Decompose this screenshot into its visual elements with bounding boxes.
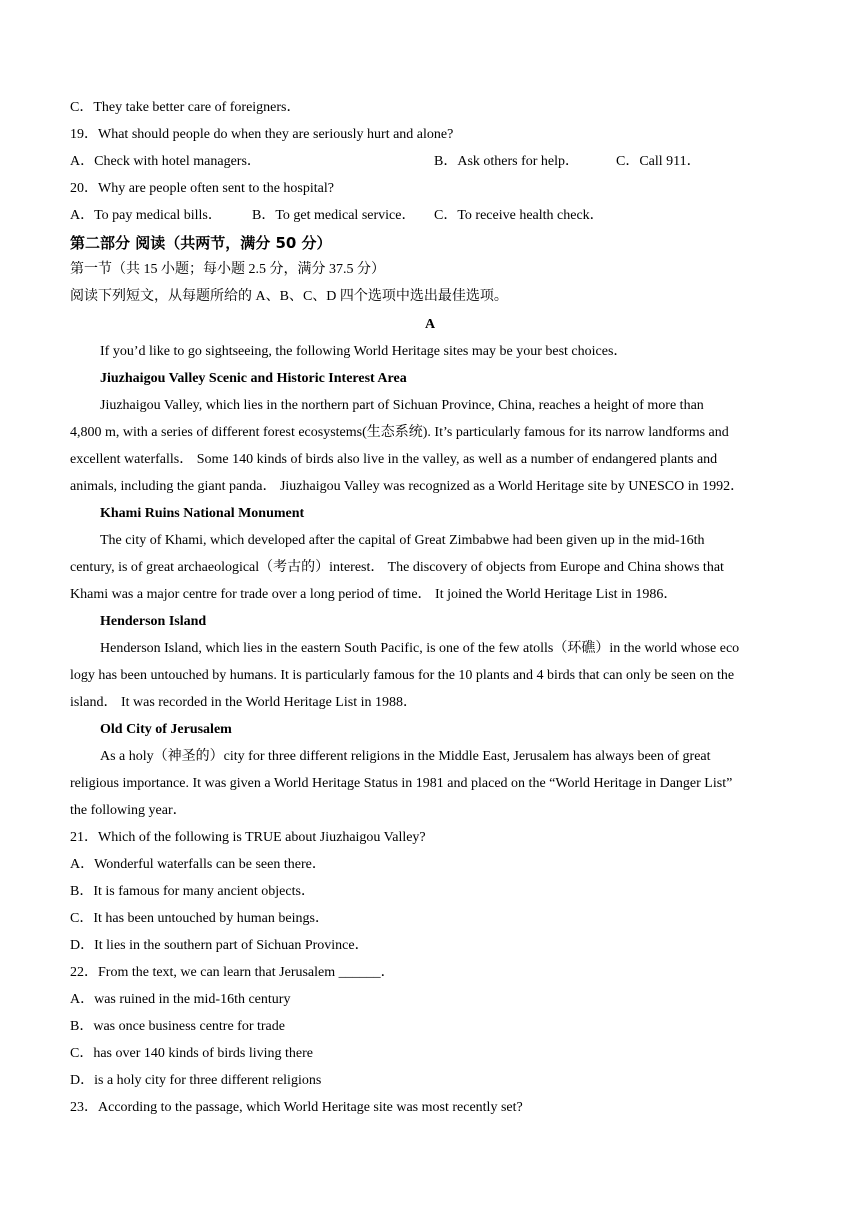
q19-option-b: B．Ask others for help． [434, 154, 580, 169]
part2-title: 第二部分 阅读（共两节，满分 50 分） [70, 234, 332, 252]
q21-option-a: A．Wonderful waterfalls can be seen there． [70, 857, 326, 872]
passage-intro: If you’d like to go sightseeing, the following World Heritage sites may be your best choices． [100, 344, 628, 359]
q19-option-c: C．Call 911． [616, 154, 701, 169]
paragraph-line: 4,800 m, with a series of different forest ecosystems(生态系统). It’s particularly famous for its narrow landforms and [70, 425, 729, 440]
paragraph-line: religious importance. It was given a World Heritage Status in 1981 and placed on the “World Heritage in Danger List” [70, 776, 733, 791]
q20-options [70, 207, 604, 225]
site-heading-jiuzhaigou: Jiuzhaigou Valley Scenic and Historic Interest Area [100, 371, 407, 386]
q19-stem: 19．What should people do when they are seriously hurt and alone? [70, 127, 454, 142]
paragraph-line: excellent waterfalls． Some 140 kinds of birds also live in the valley, as well as a number of endangered plants and [70, 452, 718, 467]
q21-stem: 21．Which of the following is TRUE about Jiuzhaigou Valley? [70, 830, 426, 845]
passage-label: A [424, 317, 436, 332]
q22-stem: 22．From the text, we can learn that Jerusalem ______． [70, 965, 395, 980]
site-heading-henderson: Henderson Island [100, 614, 207, 629]
paragraph-line: As a holy（神圣的）city for three different religions in the Middle East, Jerusalem has always been of great [100, 749, 711, 764]
paragraph-line: century, is of great archaeological（考古的）interest． The discovery of objects from Europe and China shows that [70, 560, 724, 575]
paragraph-line: animals, including the giant panda． Jiuzhaigou Valley was recognized as a World Heritage site by UNESCO in 1992． [70, 479, 745, 494]
paragraph-line: Khami was a major centre for trade over a long period of time． It joined the World Heritage List in 1986． [70, 587, 678, 602]
q21-option-b: B．It is famous for many ancient objects． [70, 884, 315, 899]
q21-option-d: D．It lies in the southern part of Sichuan Province． [70, 938, 369, 953]
paragraph-line: logy has been untouched by humans. It is particularly famous for the 10 plants and 4 birds that can only be seen on the [70, 668, 735, 683]
q20-option-a: A．To pay medical bills． [70, 208, 222, 223]
q22-option-d: D．is a holy city for three different religions [70, 1073, 322, 1088]
q20-stem: 20．Why are people often sent to the hospital? [70, 181, 334, 196]
q22-option-c: C．has over 140 kinds of birds living there [70, 1046, 314, 1061]
paragraph-line: island． It was recorded in the World Heritage List in 1988． [70, 695, 417, 710]
q20-option-b: B．To get medical service． [252, 208, 416, 223]
q18-option-c: C．They take better care of foreigners． [70, 100, 301, 115]
paragraph-line: The city of Khami, which developed after the capital of Great Zimbabwe had been given up in the mid-16th [100, 533, 705, 548]
q19-options [70, 153, 701, 171]
q22-option-a: A．was ruined in the mid-16th century [70, 992, 291, 1007]
reading-instruction: 阅读下列短文，从每题所给的 A、B、C、D 四个选项中选出最佳选项。 [70, 289, 508, 304]
q20-option-c: C．To receive health check． [434, 208, 604, 223]
q19-option-a: A．Check with hotel managers． [70, 154, 261, 169]
paragraph-line: the following year． [70, 803, 187, 818]
q21-option-c: C．It has been untouched by human beings． [70, 911, 329, 926]
paragraph-line: Jiuzhaigou Valley, which lies in the northern part of Sichuan Province, China, reaches a height of more than [100, 398, 704, 413]
paragraph-line: Henderson Island, which lies in the eastern South Pacific, is one of the few atolls（环礁）in the world whose eco [100, 641, 740, 656]
site-heading-khami: Khami Ruins National Monument [100, 506, 305, 521]
q22-option-b: B．was once business centre for trade [70, 1019, 285, 1034]
section1-heading: 第一节（共 15 小题；每小题 2.5 分，满分 37.5 分） [70, 262, 385, 277]
q23-stem: 23．According to the passage, which World Heritage site was most recently set? [70, 1100, 523, 1115]
site-heading-jerusalem: Old City of Jerusalem [100, 722, 232, 737]
